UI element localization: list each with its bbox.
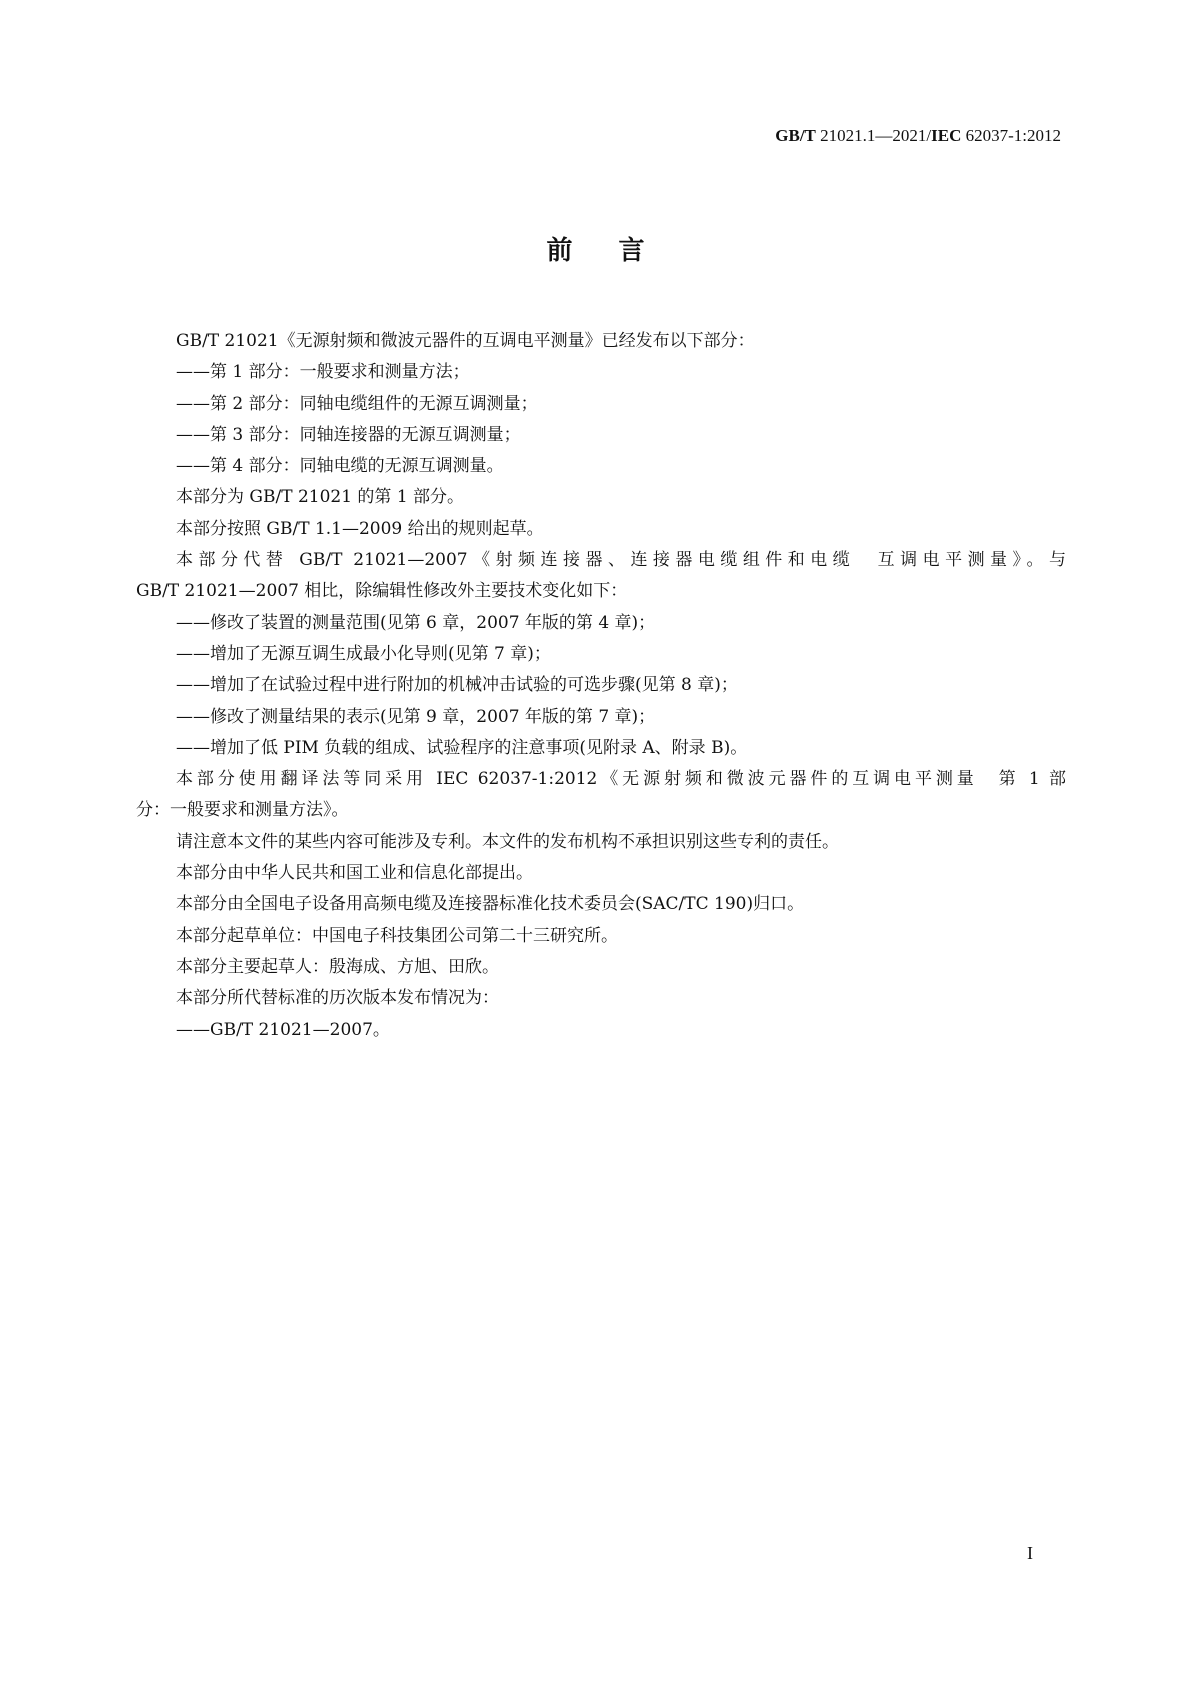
paragraph-line: 本部分由全国电子设备用高频电缆及连接器标准化技术委员会(SAC/TC 190)归口。	[176, 894, 805, 915]
list-item: ——增加了低 PIM 负载的组成、试验程序的注意事项(见附录 A、附录 B)。	[176, 737, 748, 758]
paragraph-line: 本部分使用翻译法等同采用 IEC 62037-1:2012《无源射频和微波元器件的互调电平测量 第 1 部	[176, 769, 1066, 790]
page-number: I	[1027, 1543, 1033, 1563]
paragraph-line: GB/T 21021《无源射频和微波元器件的互调电平测量》已经发布以下部分：	[176, 331, 755, 351]
paragraph-line: 本部分由中华人民共和国工业和信息化部提出。	[176, 863, 533, 884]
list-item: ——GB/T 21021—2007。	[176, 1019, 390, 1040]
paragraph-line: 本部分所代替标准的历次版本发布情况为：	[176, 988, 499, 1009]
list-item: ——增加了在试验过程中进行附加的机械冲击试验的可选步骤(见第 8 章)；	[176, 675, 738, 696]
paragraph-line: GB/T 21021—2007 相比，除编辑性修改外主要技术变化如下：	[136, 581, 628, 602]
list-item: ——第 1 部分：一般要求和测量方法；	[176, 362, 470, 383]
header-gbt: GB/T	[775, 126, 816, 145]
paragraph-line: 请注意本文件的某些内容可能涉及专利。本文件的发布机构不承担识别这些专利的责任。	[176, 831, 839, 852]
page-title: 前言	[546, 236, 691, 266]
paragraph-line: 本部分代替 GB/T 21021—2007《射频连接器、连接器电缆组件和电缆 互调电平测量》。与	[176, 550, 1066, 571]
paragraph-line: 本部分起草单位：中国电子科技集团公司第二十三研究所。	[176, 925, 618, 946]
header-iec-number: 62037-1:2012	[965, 126, 1061, 145]
paragraph-line: 本部分为 GB/T 21021 的第 1 部分。	[176, 487, 465, 508]
paragraph-line: 分：一般要求和测量方法》。	[136, 800, 349, 821]
header-number: 21021.1—2021/	[820, 126, 932, 145]
foreword-body	[136, 326, 1066, 1046]
list-item: ——修改了装置的测量范围(见第 6 章，2007 年版的第 4 章)；	[176, 612, 656, 633]
list-item: ——第 3 部分：同轴连接器的无源互调测量；	[176, 424, 521, 445]
header-iec: IEC	[931, 126, 962, 145]
paragraph-line: 本部分主要起草人：殷海成、方旭、田欣。	[176, 956, 499, 977]
list-item: ——第 4 部分：同轴电缆的无源互调测量。	[176, 456, 504, 477]
list-item: ——第 2 部分：同轴电缆组件的无源互调测量；	[176, 393, 538, 414]
list-item: ——增加了无源互调生成最小化导则(见第 7 章)；	[176, 643, 551, 664]
document-header-code	[775, 126, 1061, 146]
list-item: ——修改了测量结果的表示(见第 9 章，2007 年版的第 7 章)；	[176, 706, 656, 727]
paragraph-line: 本部分按照 GB/T 1.1—2009 给出的规则起草。	[176, 518, 544, 539]
